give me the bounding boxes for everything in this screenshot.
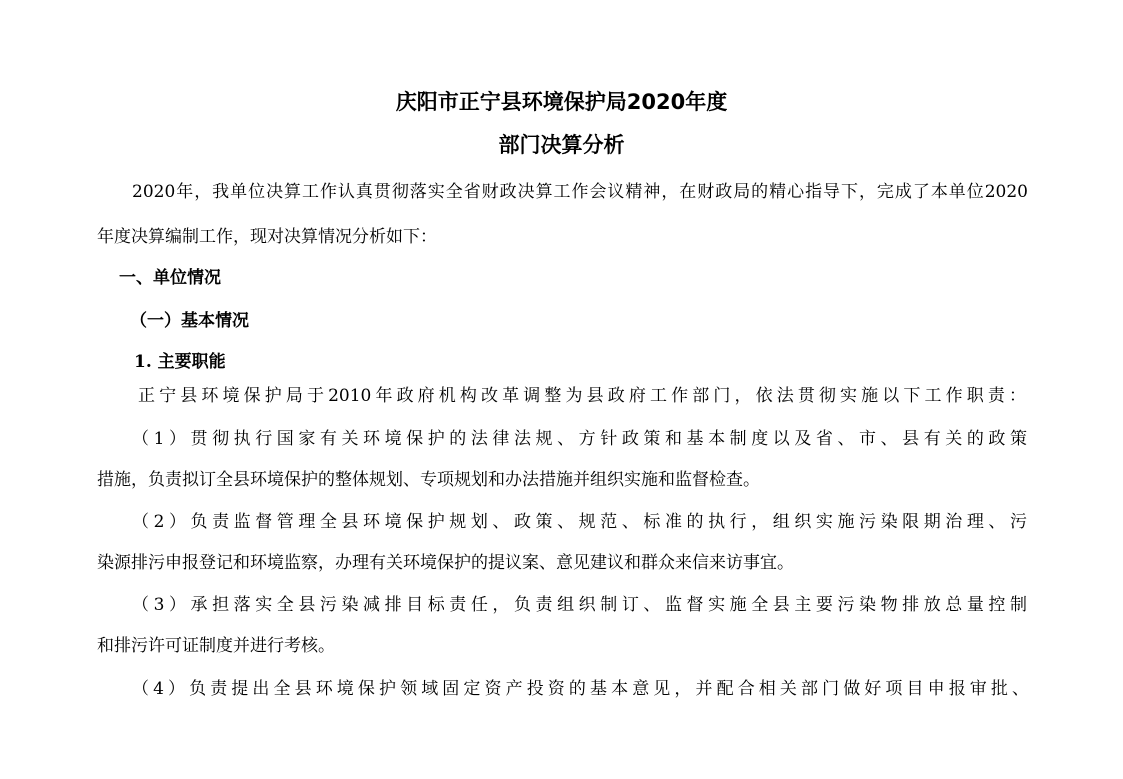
- duty-1-line2: 措施，负责拟订全县环境保护的整体规划、专项规划和办法措施并组织实施和监督检查。: [97, 470, 760, 490]
- intro-paragraph-line2: 年度决算编制工作，现对决算情况分析如下：: [97, 227, 437, 247]
- duties-intro-paragraph: 正宁县环境保护局于2010年政府机构改革调整为县政府工作部门，依法贯彻实施以下工作职责：: [138, 386, 1026, 406]
- duty-2-line1: （2）负责监督管理全县环境保护规划、政策、规范、标准的执行，组织实施污染限期治理、污: [132, 512, 1027, 532]
- document-title-line1: 庆阳市正宁县环境保护局2020年度: [395, 90, 728, 114]
- subsection-heading: （一）基本情况: [130, 311, 249, 331]
- duty-3-line2: 和排污许可证制度并进行考核。: [97, 636, 335, 656]
- duty-1-line1: （1）贯彻执行国家有关环境保护的法律法规、方针政策和基本制度以及省、市、县有关的政策: [132, 429, 1027, 449]
- document-title-line2: 部门决算分析: [498, 133, 625, 157]
- duty-3-line1: （3）承担落实全县污染减排目标责任，负责组织制订、监督实施全县主要污染物排放总量控制: [132, 595, 1027, 615]
- duty-2-line2: 染源排污申报登记和环境监察，办理有关环境保护的提议案、意见建议和群众来信来访事宜。: [97, 553, 794, 573]
- duty-4-line1: （4）负责提出全县环境保护领域固定资产投资的基本意见，并配合相关部门做好项目申报审批、: [132, 679, 1029, 699]
- section-heading: 一、单位情况: [119, 268, 221, 288]
- intro-paragraph-line1: 2020年，我单位决算工作认真贯彻落实全省财政决算工作会议精神，在财政局的精心指导下，完成了本单位2020: [132, 182, 1028, 202]
- item-heading: 1. 主要职能: [134, 352, 226, 372]
